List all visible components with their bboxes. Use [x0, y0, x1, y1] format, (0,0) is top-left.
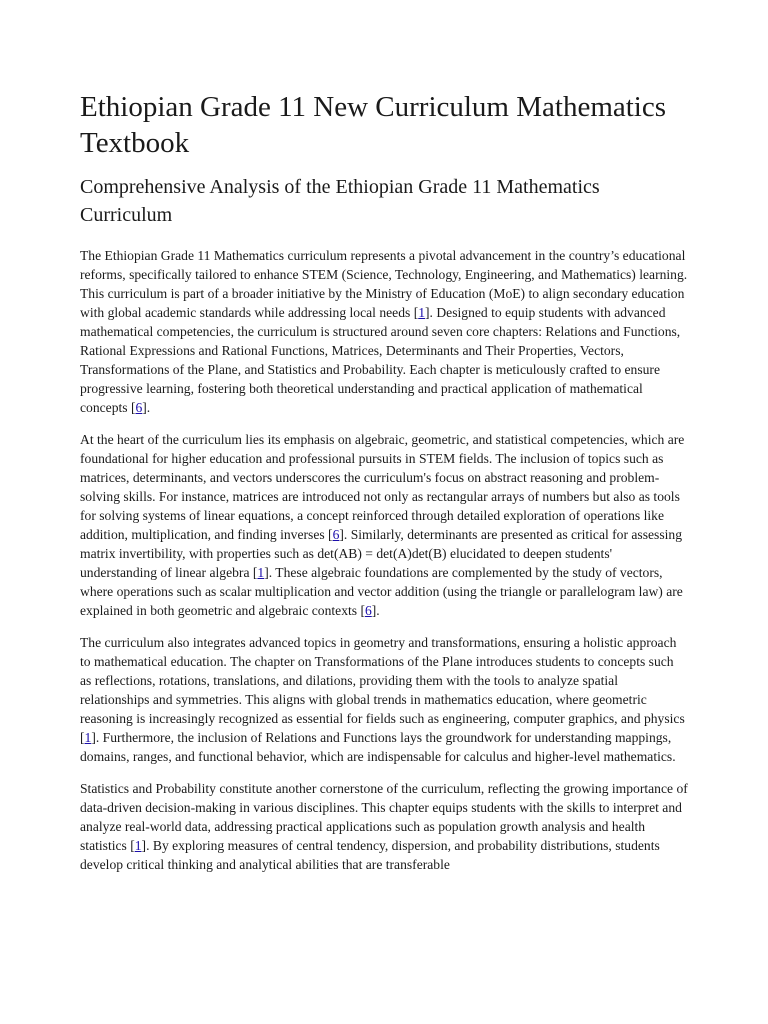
section-heading: Comprehensive Analysis of the Ethiopian Grade 11 Mathematics Curriculum [80, 176, 600, 226]
article-body [80, 246, 688, 874]
paragraph-text: Statistics and Probability constitute another cornerstone of the curriculum, reflecting the growing importance of data-driven decision-making in various disciplines. This chapter equips students with the skills to interpret and analyze real-world data, addressing practical applications such as population growth analysis and health statistics [ [80, 781, 688, 853]
paragraph [80, 430, 688, 620]
paragraph [80, 246, 688, 417]
paragraph-text: ]. Similarly, determinants are presented as critical for assessing matrix invertibility, with properties such as det(AB) = det(A)det(B) elucidated to deepen students' understanding of linear algebra [ [80, 527, 682, 580]
paragraph-text: At the heart of the curriculum lies its emphasis on algebraic, geometric, and statistical competencies, which are foundational for higher education and professional pursuits in STEM fields. The inclusion of topics such as matrices, determinants, and vectors underscores the curriculum's focus on abstract reasoning and problem-solving skills. For instance, matrices are introduced not only as rectangular arrays of numbers but also as tools for solving systems of linear equations, a concept reinforced through detailed exploration of operations like addition, multiplication, and finding inverses [ [80, 432, 685, 542]
citation-link[interactable]: 1 [418, 305, 426, 320]
citation-link[interactable]: 1 [84, 730, 92, 745]
paragraph-text: ]. [142, 400, 151, 415]
paragraph-text: The Ethiopian Grade 11 Mathematics curriculum represents a pivotal advancement in the country’s educational reforms, specifically tailored to enhance STEM (Science, Technology, Engineering, and Mathematics) learning. This curriculum is part of a broader initiative by the Ministry of Education (MoE) to align secondary education with global academic standards while addressing local needs [ [80, 248, 688, 320]
citation-link[interactable]: 1 [134, 838, 142, 853]
page-title: Ethiopian Grade 11 New Curriculum Mathematics Textbook [80, 91, 667, 159]
paragraph-text: ]. Furthermore, the inclusion of Relations and Functions lays the groundwork for understanding mappings, domains, ranges, and functional behavior, which are indispensable for calculus and higher-level mathematics. [80, 730, 676, 764]
paragraph-text: ]. [371, 603, 380, 618]
paragraph-text: ]. By exploring measures of central tendency, dispersion, and probability distributions, students develop critical thinking and analytical abilities that are transferable [80, 838, 660, 872]
citation-link[interactable]: 6 [364, 603, 372, 618]
paragraph [80, 633, 688, 766]
paragraph-text: The curriculum also integrates advanced topics in geometry and transformations, ensuring a holistic approach to mathematical education. The chapter on Transformations of the Plane introduces students to concepts such as reflections, rotations, translations, and dilations, providing them with the tools to analyze spatial relationships and symmetries. This aligns with global trends in mathematics education, where geometric reasoning is increasingly recognized as essential for fields such as engineering, computer graphics, and physics [ [80, 635, 685, 745]
paragraph-text: ]. Designed to equip students with advanced mathematical competencies, the curriculum is structured around seven core chapters: Relations and Functions, Rational Expressions and Rational Functions, Matrices, Determinants and Their Properties, Vectors, Transformations of the Plane, and Statistics and Probability. Each chapter is meticulously crafted to ensure progressive learning, fostering both theoretical understanding and practical application of mathematical concepts [ [80, 305, 681, 415]
citation-link[interactable]: 6 [332, 527, 340, 542]
paragraph-text: ]. These algebraic foundations are complemented by the study of vectors, where operations such as scalar multiplication and vector addition (using the triangle or parallelogram law) are explained in both geometric and algebraic contexts [ [80, 565, 683, 618]
citation-link[interactable]: 1 [257, 565, 265, 580]
paragraph [80, 779, 688, 874]
citation-link[interactable]: 6 [135, 400, 143, 415]
